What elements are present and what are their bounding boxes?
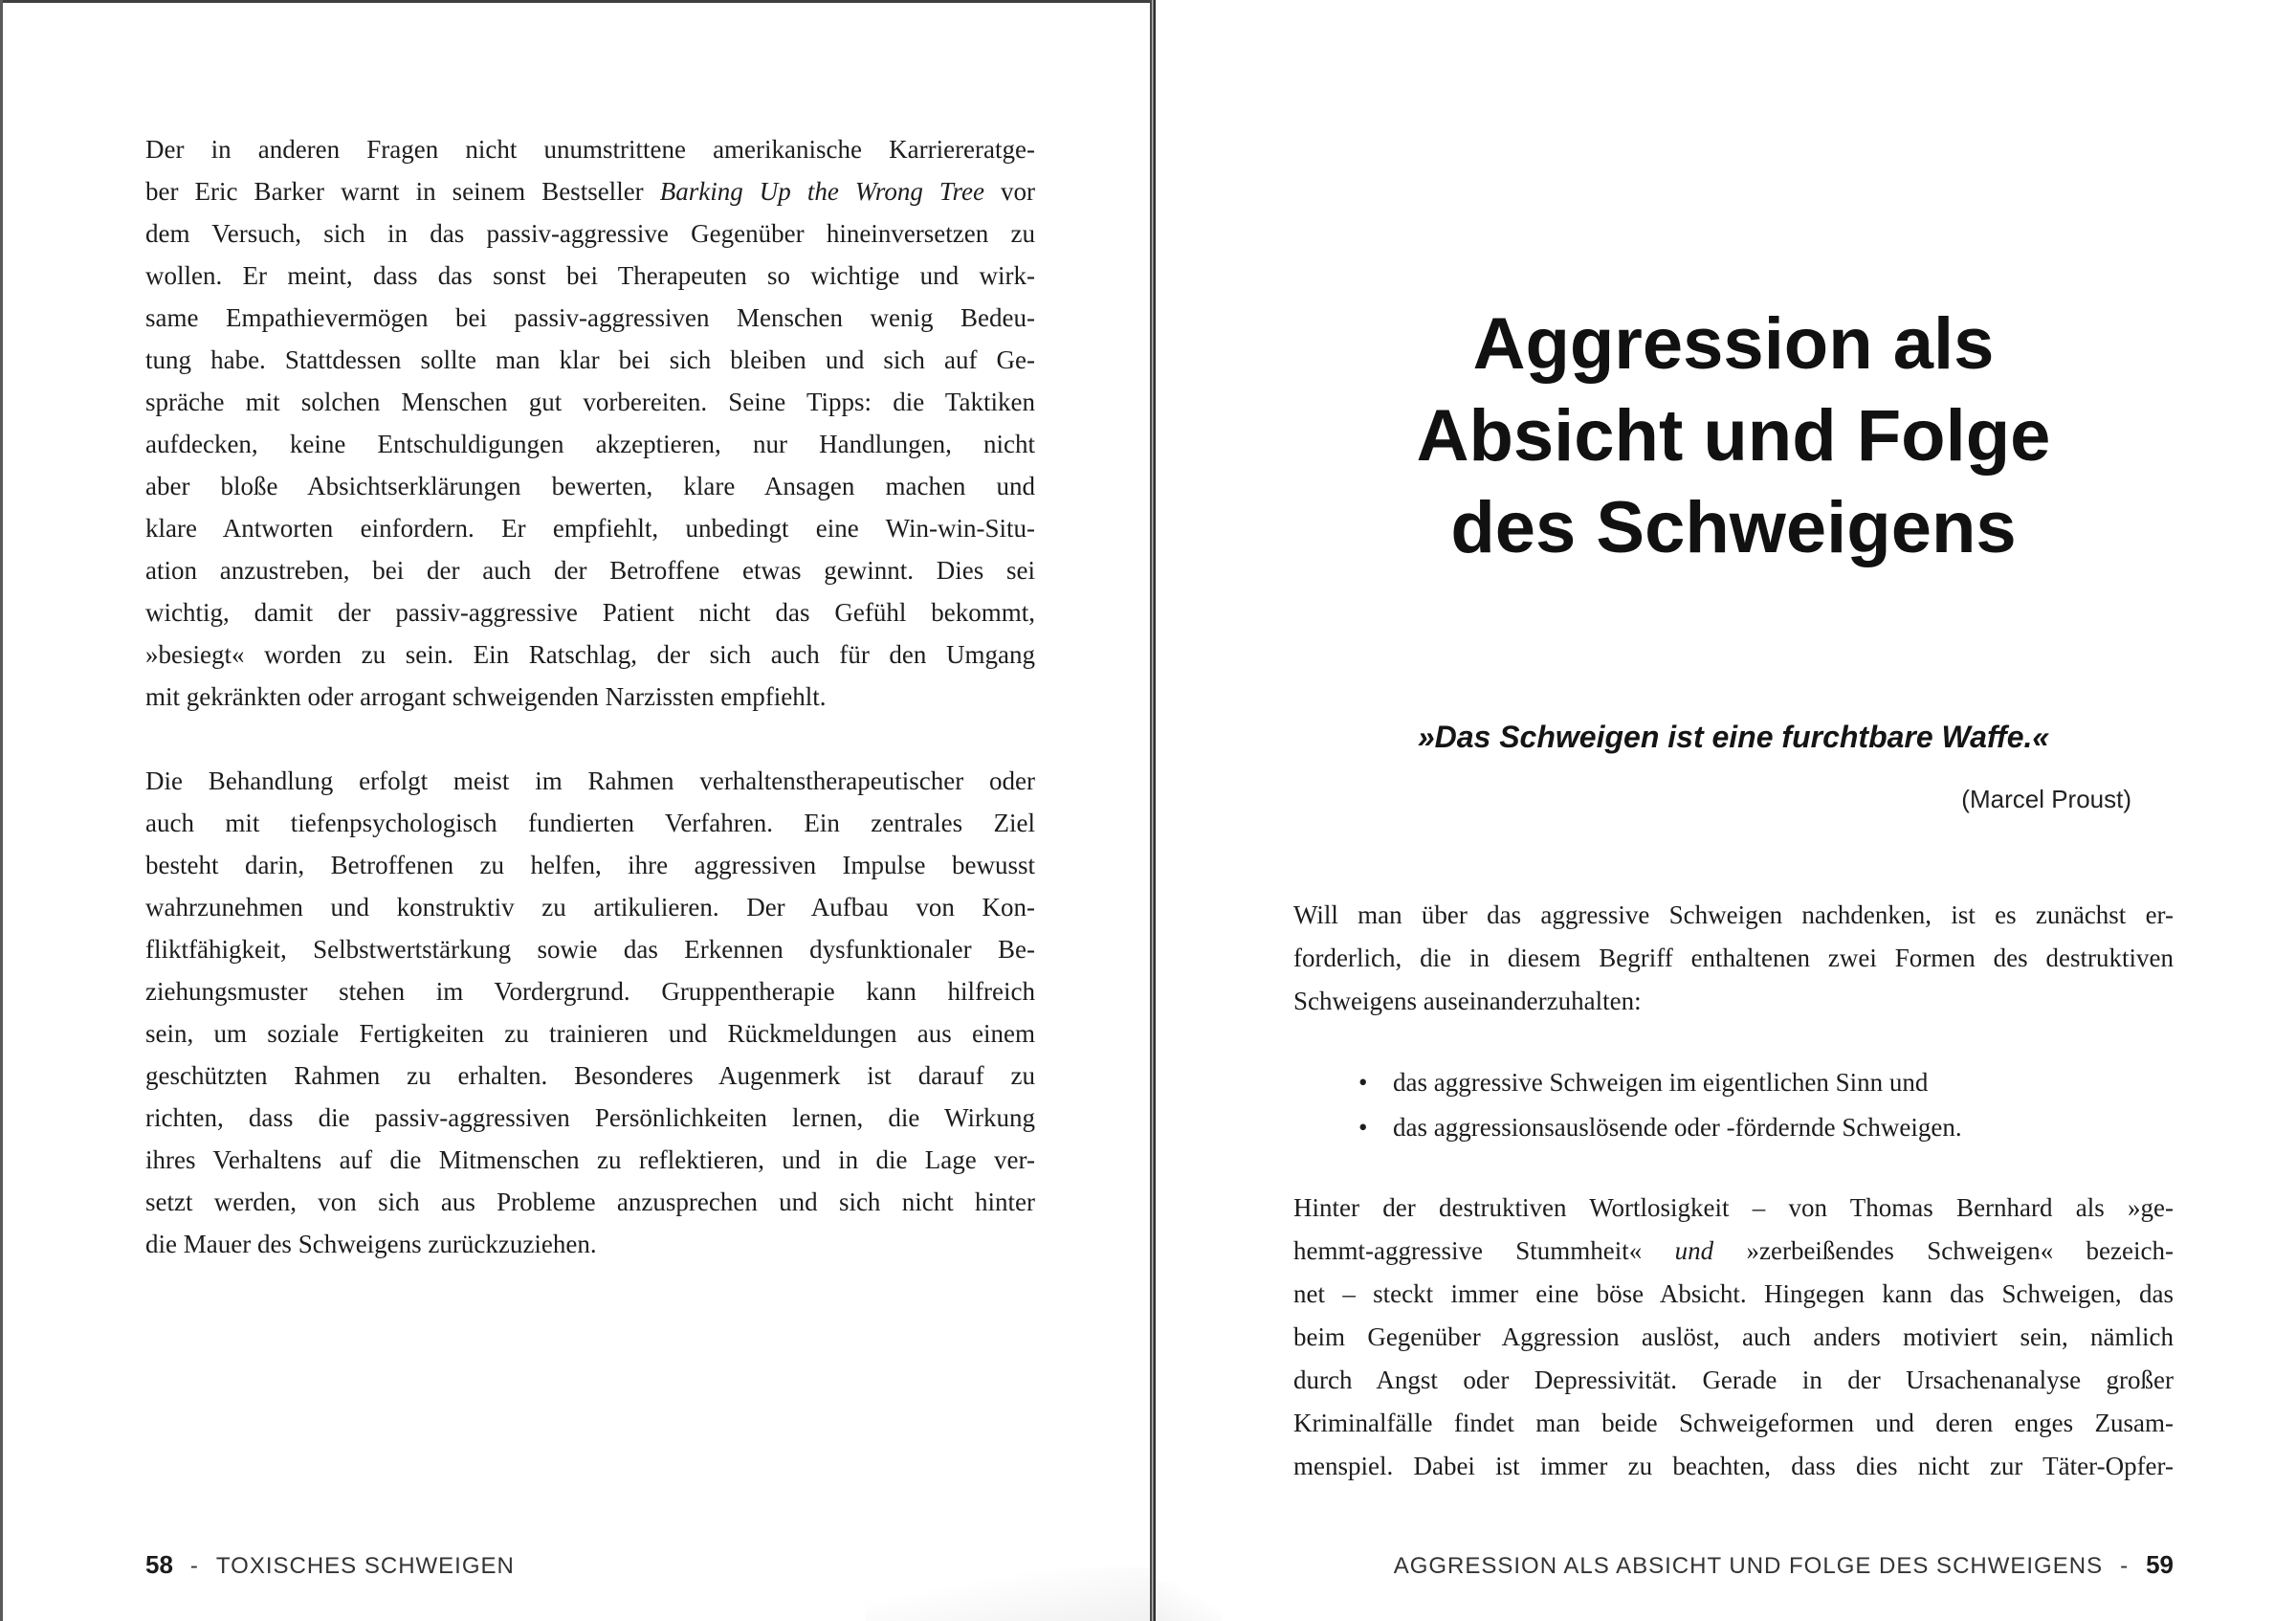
text-line: geschützten Rahmen zu erhalten. Besonderes Augenmerk ist darauf zu [145,1061,1035,1090]
text-line: Die Behandlung erfolgt meist im Rahmen verhaltenstherapeutischer oder [145,766,1035,795]
text-line: mit gekränkten oder arrogant schweigenden Narzissten empfiehlt. [145,682,827,711]
text-line: Absicht und Folge [1416,395,2051,477]
text-line: richten, dass die passiv-aggressiven Persönlichkeiten lernen, die Wirkung [145,1103,1035,1132]
right-body-paragraph [1293,1187,2174,1488]
text-line: ziehungsmuster stehen im Vordergrund. Gruppentherapie kann hilfreich [145,977,1035,1006]
footer-separator-right: - [2120,1553,2130,1579]
text-line: spräche mit solchen Menschen gut vorbereiten. Seine Tipps: die Taktiken [145,388,1035,416]
quote-attribution: (Marcel Proust) [1961,785,2131,813]
page-left-edge [0,0,3,1621]
text-line: wollen. Er meint, dass das sonst bei Therapeuten so wichtige und wirk- [145,261,1035,290]
right-intro-paragraph [1293,894,2174,1023]
book-gutter-divider [1150,0,1156,1621]
text-line: dem Versuch, sich in das passiv-aggressive Gegenüber hineinversetzen zu [145,219,1035,248]
text-line: fliktfähigkeit, Selbstwertstärkung sowie das Erkennen dysfunktionaler Be- [145,935,1035,964]
left-paragraph-1 [145,128,1035,718]
text-line: besteht darin, Betroffenen zu helfen, ihre aggressiven Impulse bewusst [145,851,1035,879]
text-line: hemmt-aggressive Stummheit« und »zerbeißendes Schweigen« bezeich- [1293,1236,2174,1265]
text-line: net – steckt immer eine böse Absicht. Hingegen kann das Schweigen, das [1293,1279,2174,1308]
text-line: tung habe. Stattdessen sollte man klar bei sich bleiben und sich auf Ge- [145,345,1035,374]
bullet-list [1293,1060,2174,1150]
page-top-edge [0,0,1154,3]
text-line: klare Antworten einfordern. Er empfiehlt, unbedingt eine Win-win-Situ- [145,514,1035,543]
text-line: sein, um soziale Fertigkeiten zu trainieren und Rückmeldungen aus einem [145,1019,1035,1048]
text-line: ber Eric Barker warnt in seinem Bestseller Barking Up the Wrong Tree vor [145,177,1035,206]
text-line: same Empathievermögen bei passiv-aggressiven Menschen wenig Bedeu- [145,303,1035,332]
chapter-epigraph-quote: »Das Schweigen ist eine furchtbare Waffe.« [1417,720,2050,754]
text-line: Aggression als [1472,303,1995,385]
text-line: aufdecken, keine Entschuldigungen akzeptieren, nur Handlungen, nicht [145,430,1035,458]
page-number-left: 58 [145,1550,173,1579]
text-line: ihres Verhaltens auf die Mitmenschen zu reflektieren, und in die Lage ver- [145,1145,1035,1174]
text-line: Hinter der destruktiven Wortlosigkeit – von Thomas Bernhard als »ge- [1293,1193,2174,1222]
text-line: forderlich, die in diesem Begriff enthaltenen zwei Formen des destruktiven [1293,944,2174,972]
text-line: des Schweigens [1450,487,2017,568]
right-page-footer [1293,1550,2174,1580]
text-line: menspiel. Dabei ist immer zu beachten, dass dies nicht zur Täter-Opfer- [1293,1452,2174,1480]
text-line: Kriminalfälle findet man beide Schweigeformen und deren enges Zusam- [1293,1409,2174,1437]
text-line: »besiegt« worden zu sein. Ein Ratschlag, der sich auch für den Umgang [145,640,1035,669]
left-page-footer [145,1550,515,1580]
text-line: auch mit tiefenpsychologisch fundierten Verfahren. Ein zentrales Ziel [145,809,1035,837]
text-line: setzt werden, von sich aus Probleme anzusprechen und sich nicht hinter [145,1188,1035,1216]
page-number-right: 59 [2146,1550,2174,1579]
text-line: die Mauer des Schweigens zurückzuziehen. [145,1230,597,1258]
running-title-right: AGGRESSION ALS ABSICHT UND FOLGE DES SCHWEIGENS [1393,1553,2104,1579]
footer-separator-left: - [189,1553,199,1579]
text-line: wichtig, damit der passiv-aggressive Patient nicht das Gefühl bekommt, [145,598,1035,627]
gutter-shadow-left [866,1567,1150,1621]
text-line: • das aggressive Schweigen im eigentlichen Sinn und [1293,1060,2174,1105]
gutter-shadow-right [1156,1581,1223,1621]
text-line: aber bloße Absichtserklärungen bewerten, klare Ansagen machen und [145,472,1035,500]
running-title-left: TOXISCHES SCHWEIGEN [215,1553,515,1579]
text-line: durch Angst oder Depressivität. Gerade in der Ursachenanalyse großer [1293,1366,2174,1394]
text-line: Schweigens auseinanderzuhalten: [1293,987,1642,1015]
text-line: • das aggressionsauslösende oder -fördernde Schweigen. [1293,1105,2174,1150]
text-line: ation anzustreben, bei der auch der Betroffene etwas gewinnt. Dies sei [145,556,1035,585]
text-line: beim Gegenüber Aggression auslöst, auch anders motiviert sein, nämlich [1293,1322,2174,1351]
chapter-heading [1293,299,2174,574]
text-line: wahrzunehmen und konstruktiv zu artikulieren. Der Aufbau von Kon- [145,893,1035,922]
text-line: Will man über das aggressive Schweigen nachdenken, ist es zunächst er- [1293,900,2174,929]
left-page-text [145,128,1035,1265]
left-paragraph-2 [145,760,1035,1265]
text-line: Der in anderen Fragen nicht unumstrittene amerikanische Karriereratge- [145,135,1035,164]
